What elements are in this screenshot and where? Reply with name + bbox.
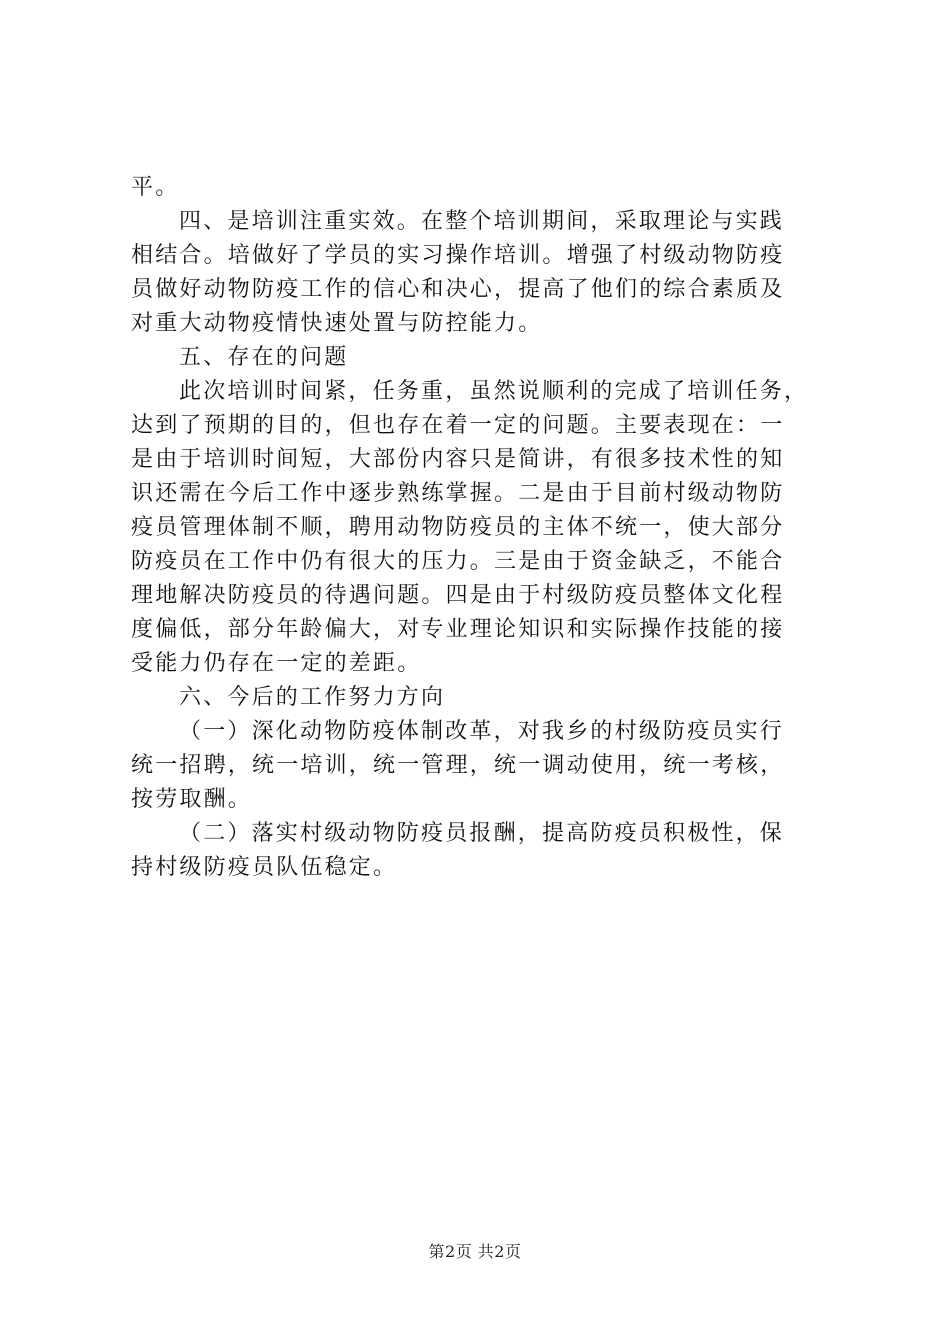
text-line: 度偏低，部分年龄偏大，对专业理论知识和实际操作技能的接 (131, 617, 785, 642)
text-line: 识还需在今后工作中逐步熟练掌握。二是由于目前村级动物防 (131, 481, 785, 506)
text-line: 相结合。培做好了学员的实习操作培训。增强了村级动物防疫 (131, 243, 785, 268)
page-number-footer: 第2页 共2页 (428, 1242, 522, 1261)
text-line: 对重大动物疫情快速处置与防控能力。 (131, 311, 543, 336)
text-line: （一）深化动物防疫体制改革，对我乡的村级防疫员实行 (179, 719, 785, 744)
text-line: 此次培训时间紧，任务重，虽然说顺利的完成了培训任务， (179, 379, 809, 404)
text-line: （二）落实村级动物防疫员报酬，提高防疫员积极性，保 (179, 821, 785, 846)
text-line: 员做好动物防疫工作的信心和决心，提高了他们的综合素质及 (131, 277, 785, 302)
text-line: 统一招聘，统一培训，统一管理，统一调动使用，统一考核， (131, 753, 785, 778)
text-line: 防疫员在工作中仍有很大的压力。三是由于资金缺乏，不能合 (131, 549, 785, 574)
text-line: 受能力仍存在一定的差距。 (131, 651, 422, 676)
section-heading: 五、存在的问题 (179, 345, 349, 370)
text-line: 持村级防疫员队伍稳定。 (131, 855, 398, 880)
section-heading: 六、今后的工作努力方向 (179, 685, 446, 710)
document-body (131, 171, 831, 885)
text-line: 疫员管理体制不顺，聘用动物防疫员的主体不统一，使大部分 (131, 515, 785, 540)
text-line: 达到了预期的目的，但也存在着一定的问题。主要表现在：一 (131, 413, 785, 438)
text-line: 按劳取酬。 (131, 787, 253, 812)
text-line: 理地解决防疫员的待遇问题。四是由于村级防疫员整体文化程 (131, 583, 785, 608)
text-line: 四、是培训注重实效。在整个培训期间，采取理论与实践 (179, 209, 785, 234)
text-line: 是由于培训时间短，大部份内容只是简讲，有很多技术性的知 (131, 447, 785, 472)
text-line: 平。 (131, 175, 180, 200)
